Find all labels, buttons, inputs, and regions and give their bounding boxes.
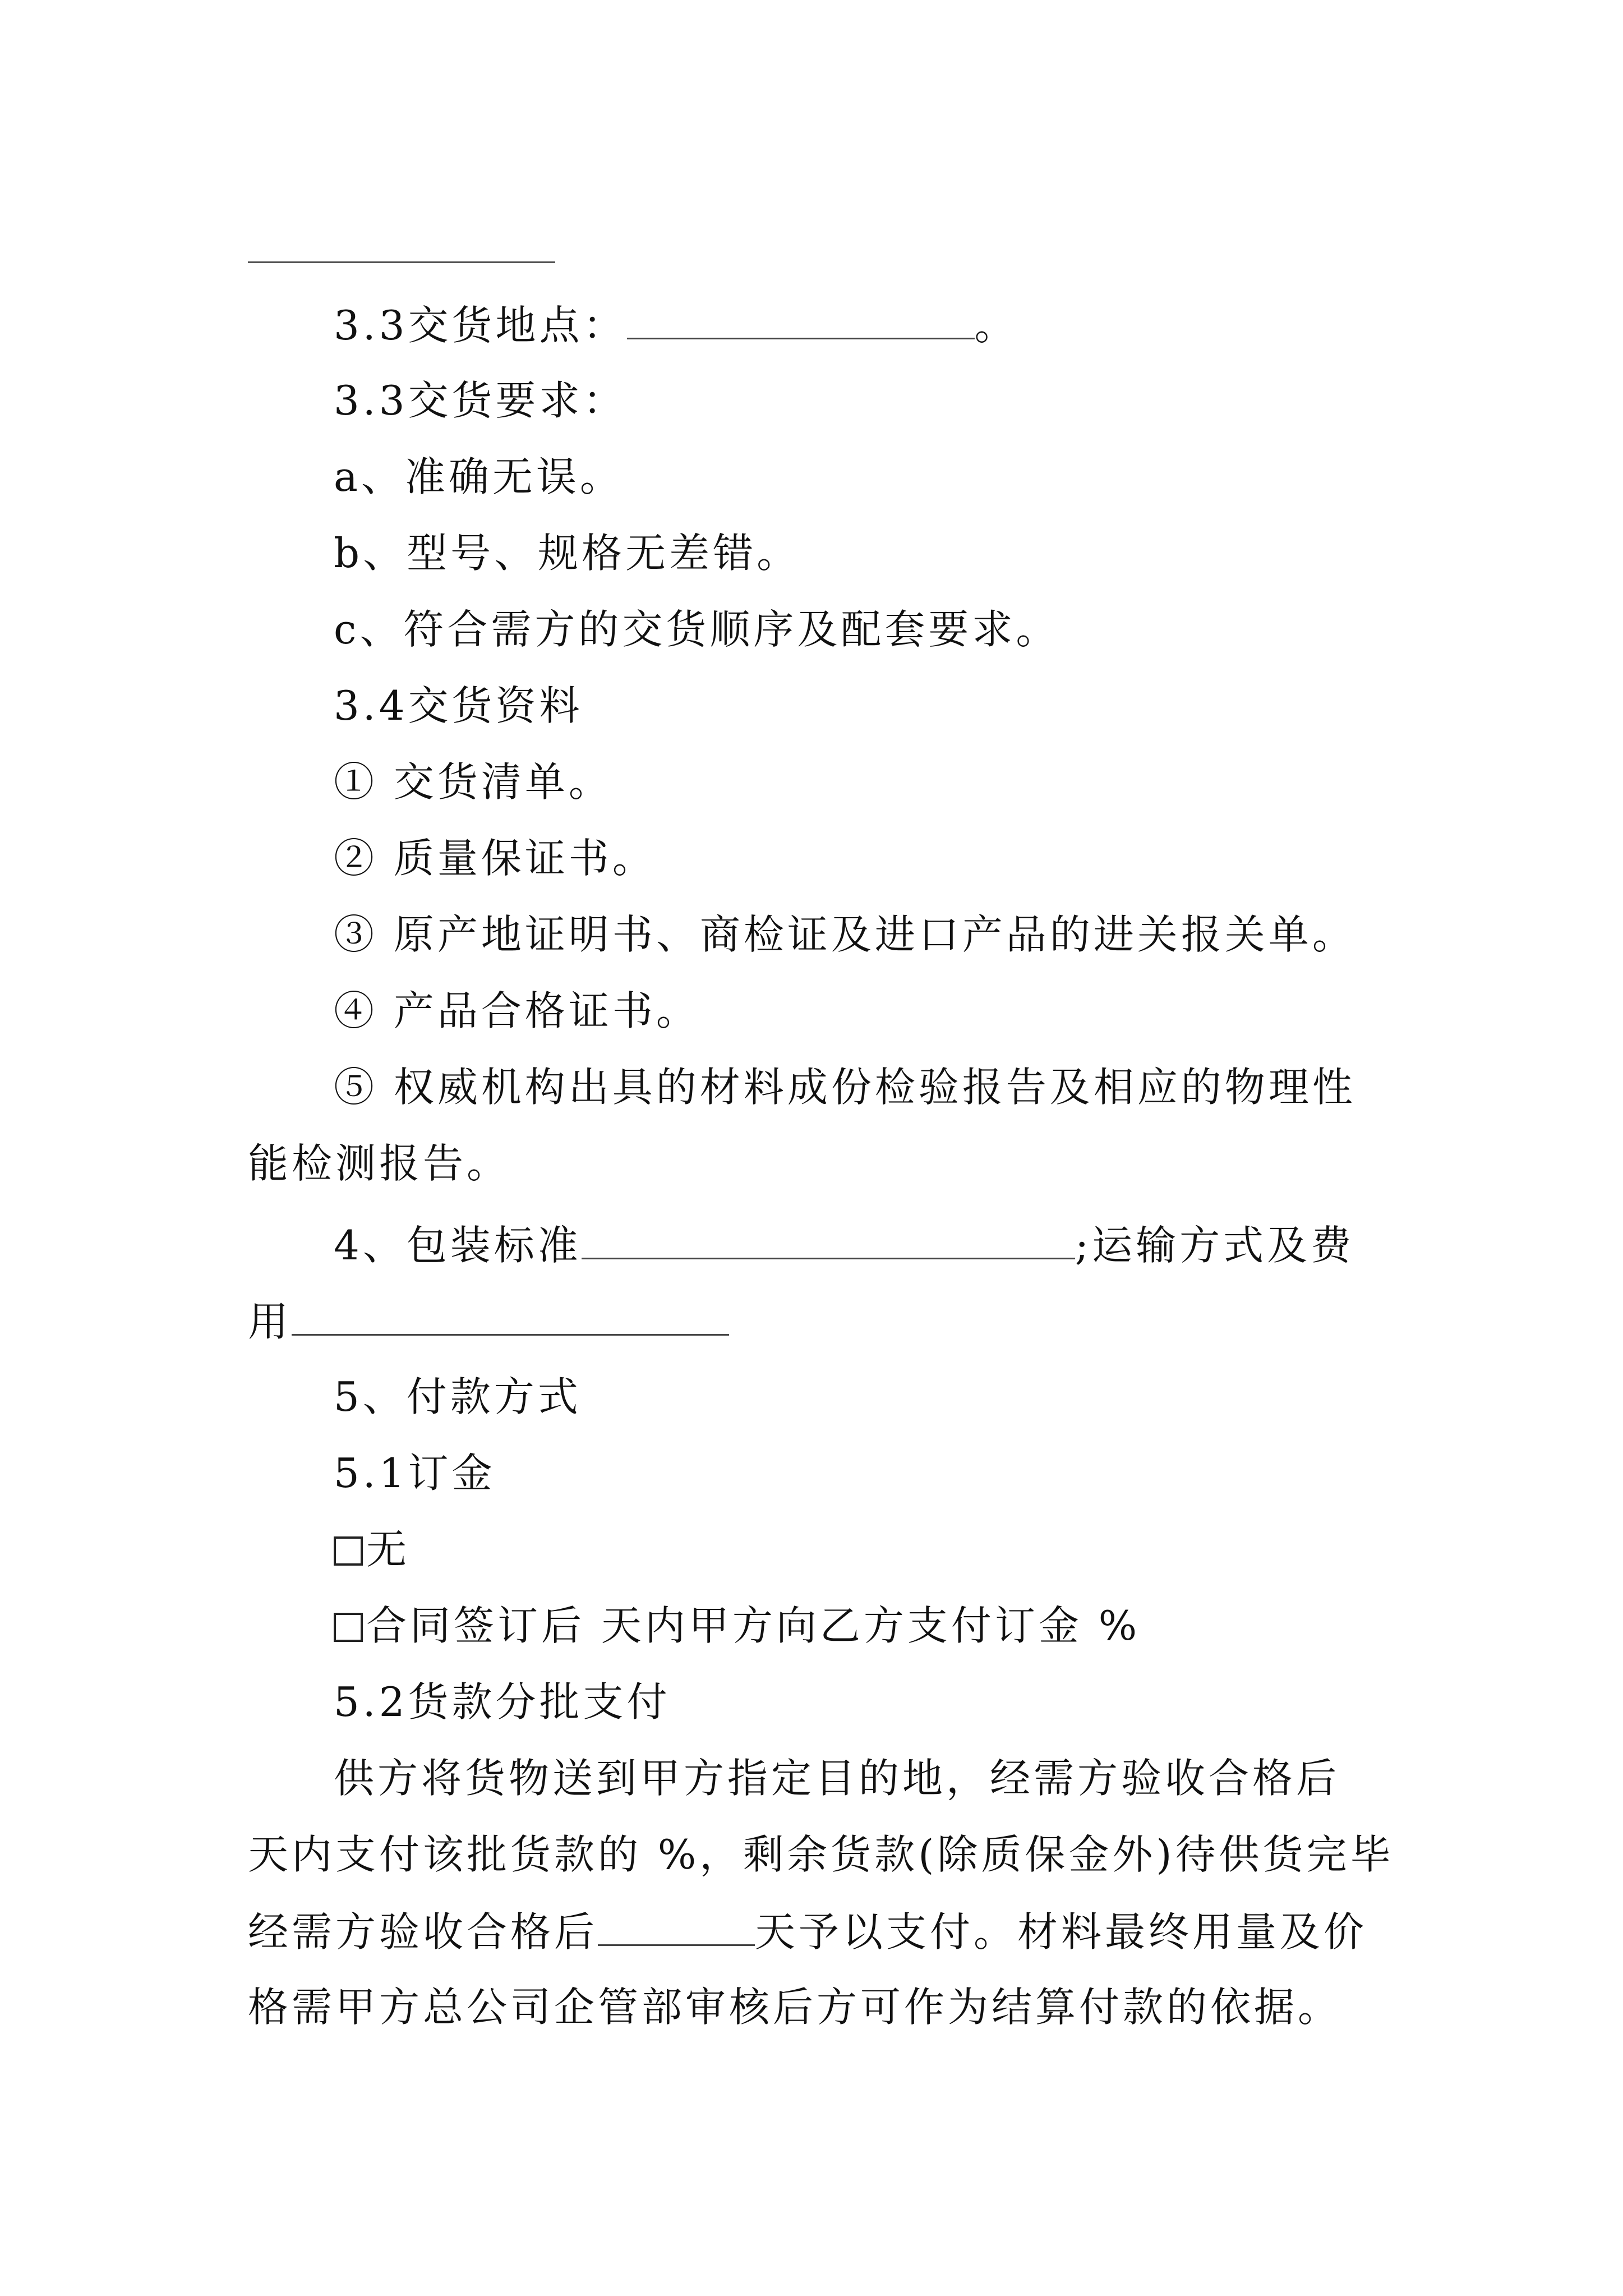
doc-item-4: ④ 产品合格证书。 [334, 987, 700, 1034]
days-blank [598, 1904, 755, 1946]
para-line-3-b: 天予以支付。材料最终用量及价 [755, 1908, 1368, 1955]
packing-blank [582, 1217, 1075, 1259]
transport-line [248, 1294, 729, 1349]
doc-item-5-line1: ⑤ 权威机构出具的材料成份检验报告及相应的物理性 [334, 1064, 1356, 1111]
transport-cont: 用 [248, 1298, 292, 1345]
transport-blank [292, 1294, 729, 1336]
para-line-4: 格需甲方总公司企管部审核后方可作为结算付款的依据。 [248, 1984, 1342, 2031]
packing-line [334, 1217, 1354, 1272]
para-line-3 [248, 1904, 1367, 1959]
para-line-2: 天内支付该批货款的 %，剩余货款(除质保金外)待供货完毕 [248, 1831, 1394, 1878]
deposit-none-line [334, 1522, 410, 1576]
delivery-place-line [334, 297, 1018, 352]
delivery-place-blank [627, 297, 975, 339]
transport-label: ;运输方式及费 [1075, 1222, 1355, 1269]
doc-item-2: ② 质量保证书。 [334, 835, 656, 882]
doc-item-1: ① 交货清单。 [334, 758, 612, 806]
packing-label: 4、包装标准 [334, 1222, 582, 1269]
docs-title: 3.4交货资料 [334, 682, 583, 729]
req-item-c: c、符合需方的交货顺序及配套要求。 [334, 606, 1060, 653]
deposit-option-line [334, 1599, 1140, 1653]
batch-title: 5.2货款分批支付 [334, 1678, 671, 1726]
deposit-option-label: 合同签订后 天内甲方向乙方支付订金 % [366, 1602, 1141, 1649]
deposit-title: 5.1订金 [334, 1450, 496, 1497]
para-line-1: 供方将货物送到甲方指定目的地，经需方验收合格后 [334, 1755, 1340, 1802]
payment-title: 5、付款方式 [334, 1373, 582, 1420]
para-line-3-a: 经需方验收合格后 [248, 1908, 598, 1955]
delivery-place-end: 。 [974, 302, 1018, 349]
delivery-req-title: 3.3交货要求： [334, 377, 627, 424]
top-divider [248, 261, 555, 263]
doc-item-5-line2: 能检测报告。 [248, 1140, 511, 1187]
req-item-b: b、型号、规格无差错。 [334, 530, 801, 577]
checkbox-none[interactable] [334, 1536, 363, 1566]
delivery-place-label: 3.3交货地点： [334, 302, 627, 349]
doc-item-3: ③ 原产地证明书、商检证及进口产品的进关报关单。 [334, 911, 1356, 958]
checkbox-deposit[interactable] [334, 1613, 363, 1642]
deposit-none-label: 无 [366, 1526, 411, 1573]
req-item-a: a、准确无误。 [334, 453, 624, 500]
